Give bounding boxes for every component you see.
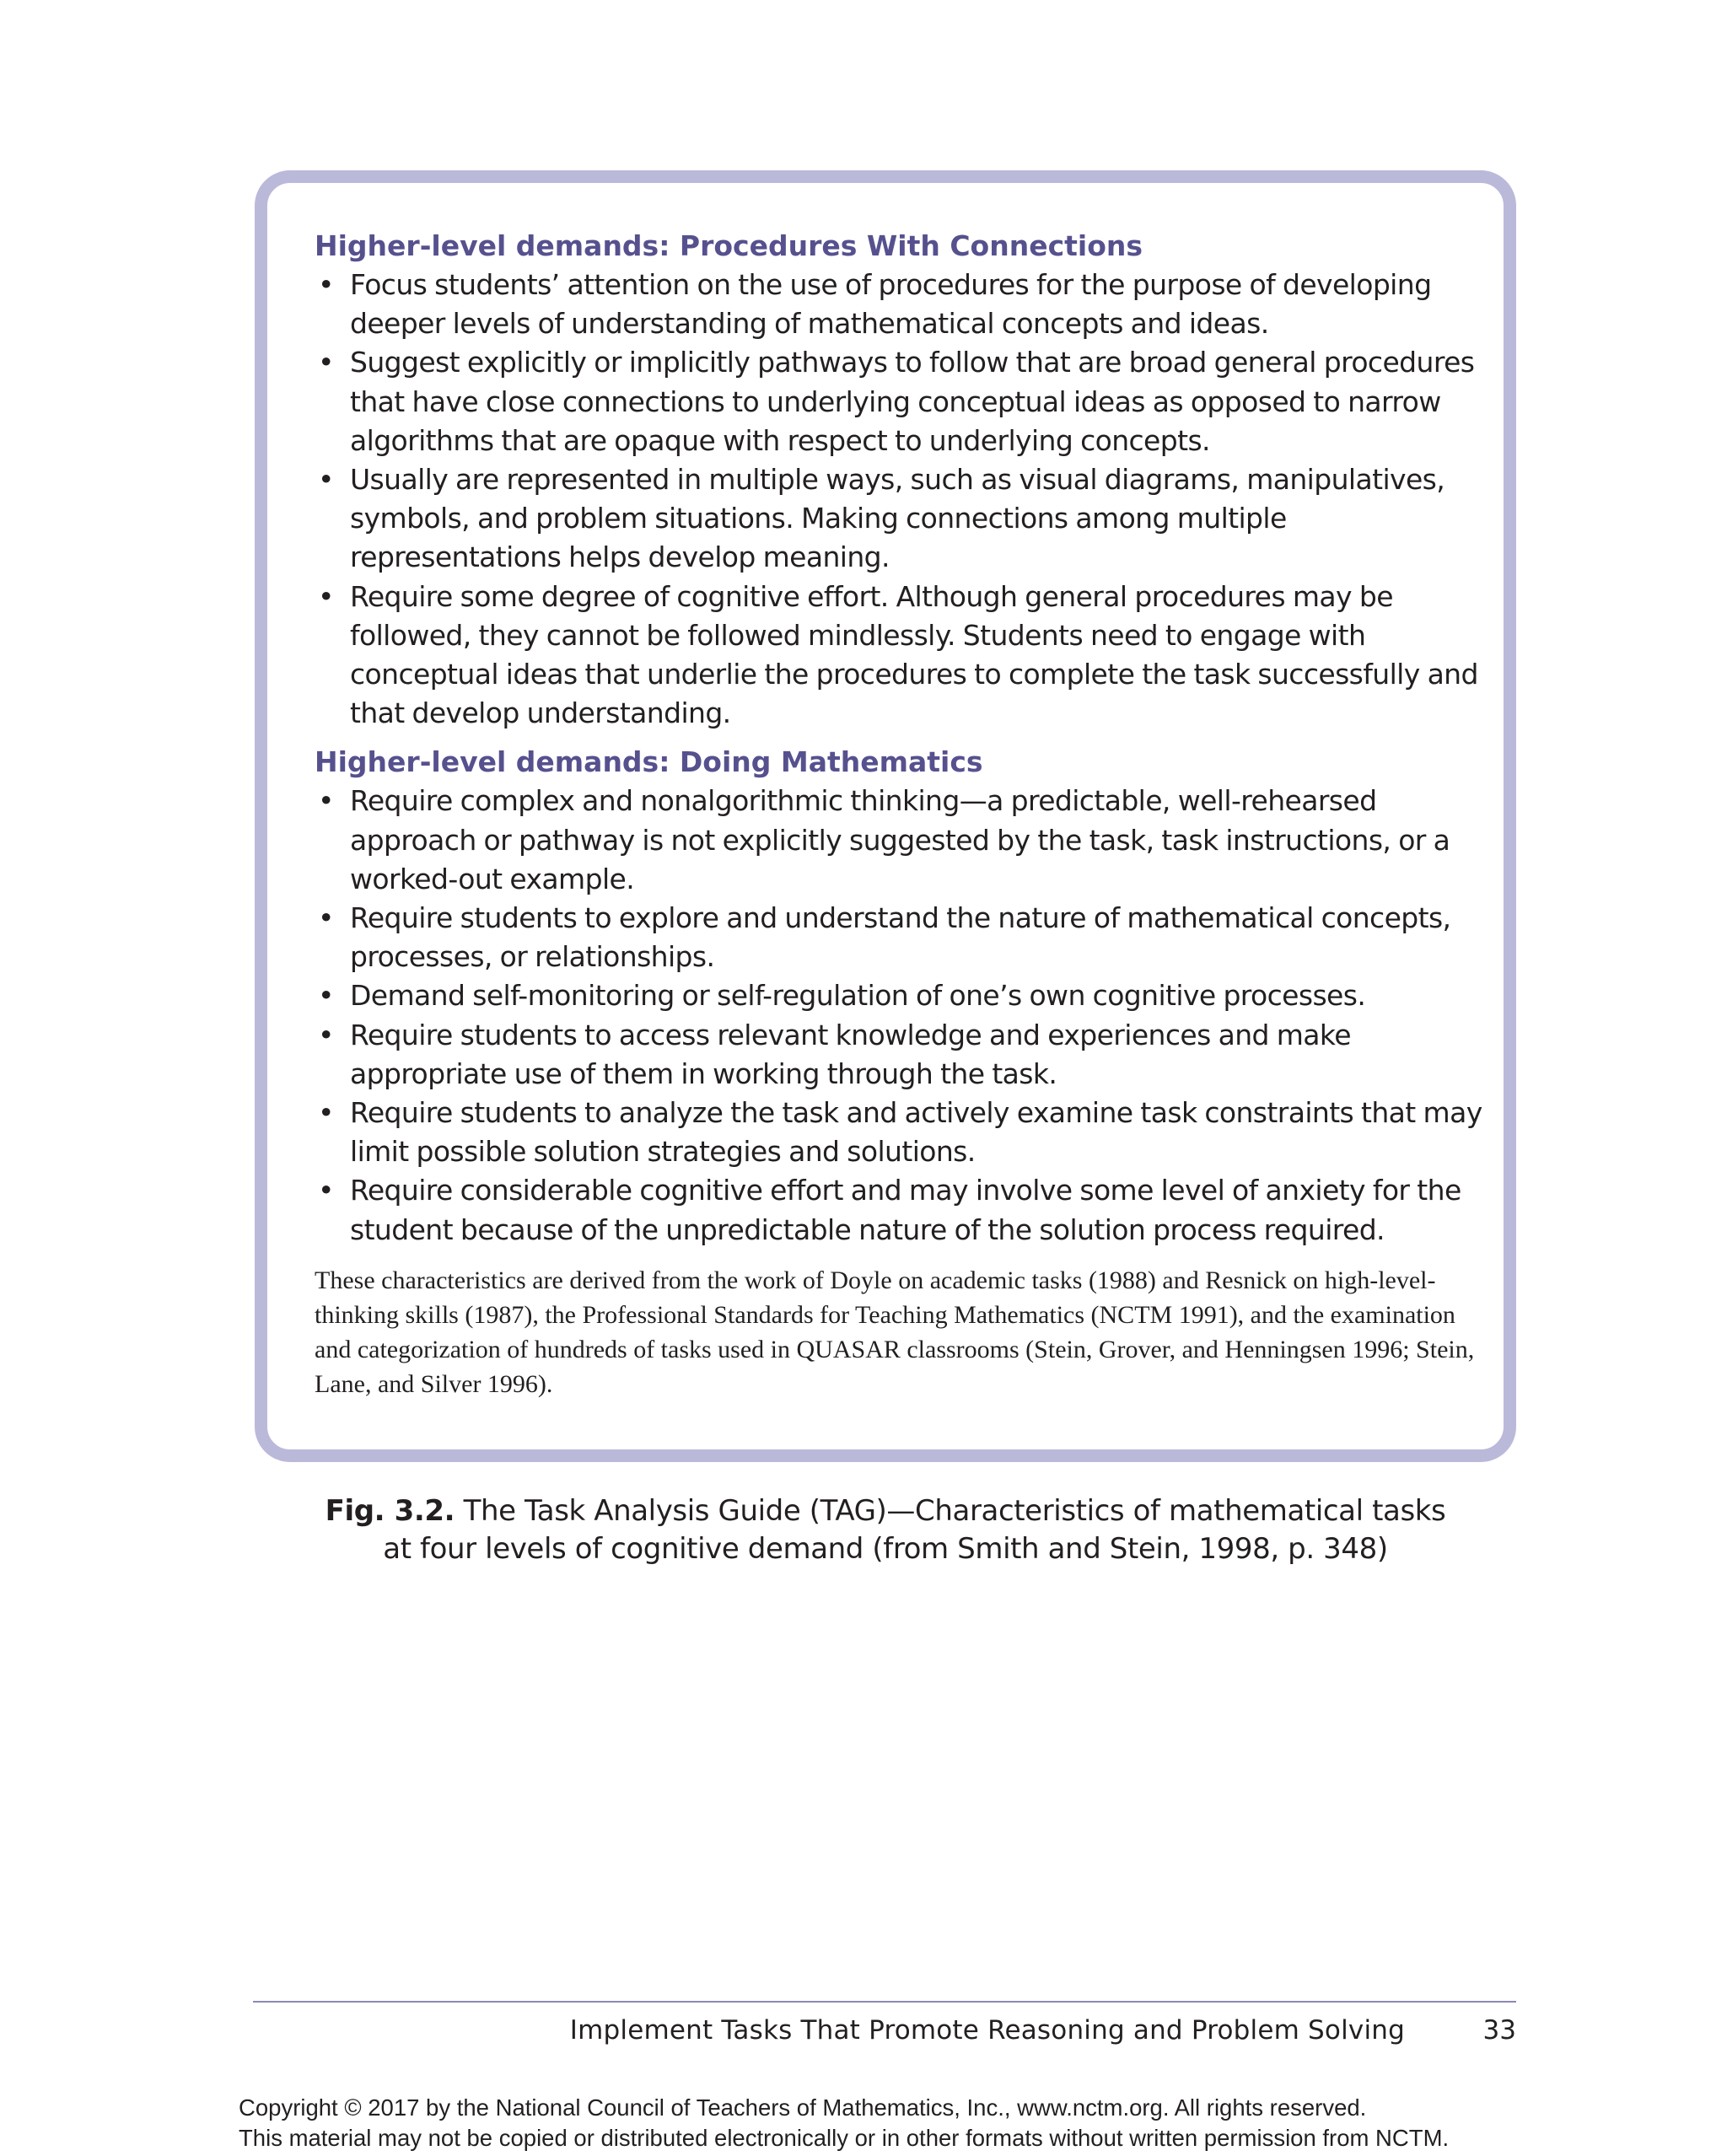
list-item <box>315 578 1487 734</box>
list-item <box>315 1171 1487 1249</box>
copyright-line-2: This material may not be copied or distributed electronically or in other formats without written permission from NCTM. <box>239 2125 1450 2151</box>
copyright-notice <box>239 2093 1723 2153</box>
procedures-with-connections-list <box>315 266 1487 733</box>
figure-caption-line-2: at four levels of cognitive demand (from Smith and Stein, 1998, p. 348) <box>383 1532 1388 1566</box>
footer-divider <box>253 2001 1516 2003</box>
task-analysis-guide-box <box>255 170 1516 1462</box>
list-item-text: Usually are represented in multiple ways, such as visual diagrams, manipulatives, symbols, and problem situations. Making connections among multiple representations helps develop meaning. <box>350 463 1445 574</box>
list-item <box>315 266 1487 343</box>
list-item <box>315 899 1487 976</box>
list-item <box>315 343 1487 460</box>
list-item <box>315 782 1487 899</box>
page-number: 33 <box>1482 2015 1516 2046</box>
bullet-icon: • <box>318 1018 334 1051</box>
figure-label: Fig. 3.2. <box>325 1494 455 1528</box>
list-item-text: Suggest explicitly or implicitly pathways to follow that are broad general procedures that have close connections to underlying conceptual ideas as opposed to narrow algorithms that are opaque with respect to underlying concepts. <box>350 346 1475 457</box>
section-heading-doing-mathematics: Higher-level demands: Doing Mathematics <box>315 745 983 779</box>
running-footer-title: Implement Tasks That Promote Reasoning and Problem Solving <box>569 2015 1405 2046</box>
list-item-text: Focus students’ attention on the use of procedures for the purpose of developing deeper levels of understanding of mathematical concepts and ideas. <box>350 268 1432 341</box>
figure-caption-text-1: The Task Analysis Guide (TAG)—Characteristics of mathematical tasks <box>463 1494 1446 1528</box>
list-item <box>315 976 1487 1015</box>
bullet-icon: • <box>318 901 334 935</box>
list-item-text: Require students to access relevant knowledge and experiences and make appropriate use of them in working through the task. <box>350 1018 1351 1090</box>
bullet-icon: • <box>318 979 334 1013</box>
bullet-icon: • <box>318 346 334 379</box>
figure-caption <box>253 1492 1518 1568</box>
section-heading-procedures-with-connections: Higher-level demands: Procedures With Connections <box>315 229 1143 262</box>
list-item-text: Require students to analyze the task and actively examine task constraints that may limit possible solution strategies and solutions. <box>350 1096 1482 1169</box>
bullet-icon: • <box>318 784 334 818</box>
list-item <box>315 460 1487 578</box>
list-item <box>315 1016 1487 1094</box>
doing-mathematics-list <box>315 782 1487 1249</box>
source-note: These characteristics are derived from the work of Doyle on academic tasks (1988) and Resnick on high-level-thinking skills (1987), the Professional Standards for Teaching Mathematics (NCTM 1991), and the examination and categorization of hundreds of tasks used in QUASAR classrooms (Stein, Grover, and Henningsen 1996; Stein, Lane, and Silver 1996). <box>315 1266 1475 1398</box>
bullet-icon: • <box>318 463 334 497</box>
figure-caption-line-1 <box>253 1492 1518 1530</box>
bullet-icon: • <box>318 1096 334 1130</box>
list-item-text: Require students to explore and understand the nature of mathematical concepts, processes, or relationships. <box>350 901 1451 974</box>
box-content <box>315 227 1487 1401</box>
list-item-text: Demand self-monitoring or self-regulation of one’s own cognitive processes. <box>350 979 1366 1013</box>
list-item-text: Require considerable cognitive effort and may involve some level of anxiety for the student because of the unpredictable nature of the solution process required. <box>350 1174 1461 1246</box>
bullet-icon: • <box>318 1174 334 1207</box>
list-item <box>315 1094 1487 1171</box>
bullet-icon: • <box>318 579 334 613</box>
list-item-text: Require some degree of cognitive effort. Although general procedures may be followed, they cannot be followed mindlessly. Students need to engage with conceptual ideas that underlie the procedures to complete the task successfully and that develop understanding. <box>350 579 1478 730</box>
copyright-line-1: Copyright © 2017 by the National Council of Teachers of Mathematics, Inc., www.nctm.org. All rights reserved. <box>239 2094 1367 2121</box>
bullet-icon: • <box>318 268 334 301</box>
list-item-text: Require complex and nonalgorithmic thinking—a predictable, well-rehearsed approach or pathway is not explicitly suggested by the task, task instructions, or a worked-out example. <box>350 784 1450 895</box>
